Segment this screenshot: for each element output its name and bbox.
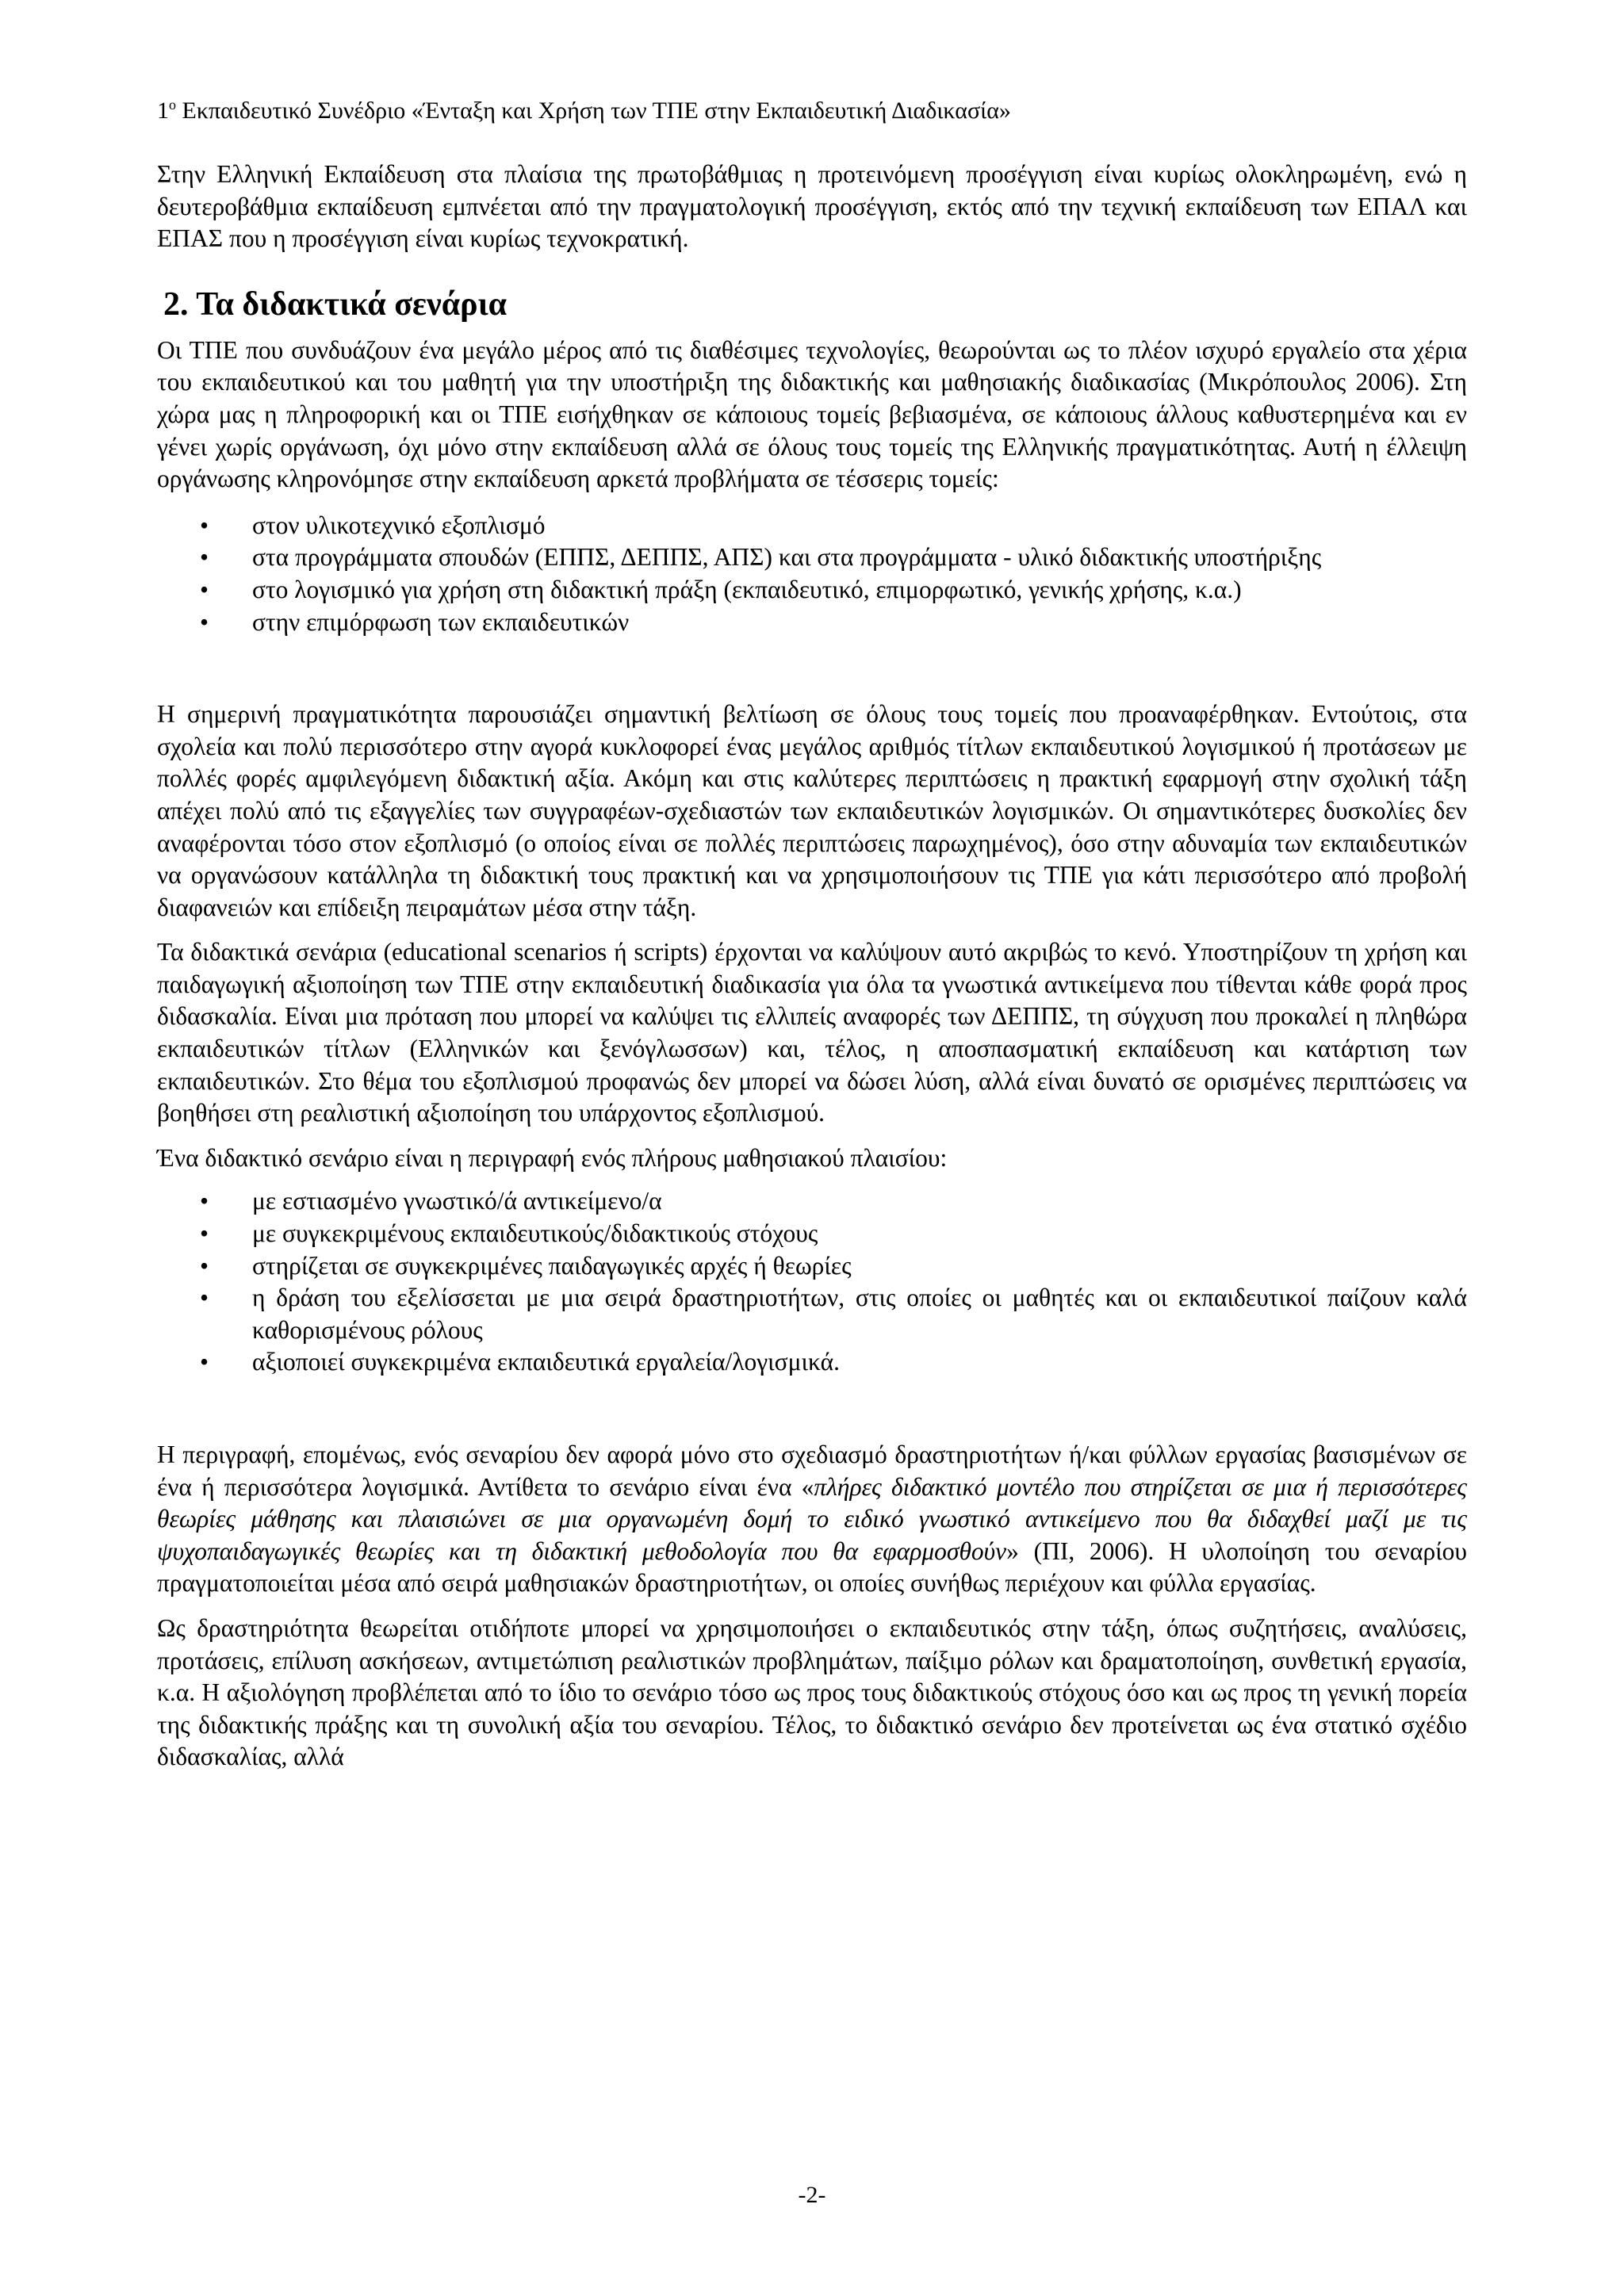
header-ordinal: ο <box>169 97 176 113</box>
bullet-icon: • <box>200 511 209 539</box>
bullet-icon: • <box>200 575 209 603</box>
list-item: • στο λογισμικό για χρήση στη διδακτική πράξη (εκπαιδευτικό, επιμορφωτικό, γενικής χρήσης, κ.α.) <box>157 574 1467 607</box>
list-item: • αξιοποιεί συγκεκριμένα εκπαιδευτικά εργαλεία/λογισμικά. <box>157 1346 1467 1379</box>
main-content <box>157 159 1467 1774</box>
paragraph-3: Τα διδακτικά σενάρια (educational scenarios ή scripts) έρχονται να καλύψουν αυτό ακριβώς το κενό. Υποστηρίζουν τη χρήση και παιδαγωγική αξιοποίηση των ΤΠΕ στην εκπαιδευτική διαδικασία για όλα τα γνωστικά αντικείμενα που τίθενται κάθε φορά προς διδασκαλία. Είναι μια πρόταση που μπορεί να καλύψει τις ελλιπείς αναφορές των ΔΕΠΠΣ, τη σύγχυση που προκαλεί η πληθώρα εκπαιδευτικών τίτλων (Ελληνικών και ξενόγλωσσων) και, τέλος, η αποσπασματική εκπαίδευση και κατάρτιση των εκπαιδευτικών. Στο θέμα του εξοπλισμού προφανώς δεν μπορεί να δώσει λύση, αλλά είναι δυνατό σε ορισμένες περιπτώσεις να βοηθήσει στη ρεαλιστική αξιοποίηση του υπάρχοντος εξοπλισμού. <box>157 938 1467 1127</box>
page-number: -2- <box>798 2182 826 2208</box>
list-item: • η δράση του εξελίσσεται με μια σειρά δραστηριοτήτων, στις οποίες οι μαθητές και οι εκπαιδευτικοί παίζουν καλά καθορισμένους ρόλους <box>200 1284 1467 1344</box>
list-item: • στον υλικοτεχνικό εξοπλισμό <box>157 510 1467 542</box>
paragraph-4: Ένα διδακτικό σενάριο είναι η περιγραφή ενός πλήρους μαθησιακού πλαισίου: <box>157 1143 948 1172</box>
list-item: • στα προγράμματα σπουδών (ΕΠΠΣ, ΔΕΠΠΣ, ΑΠΣ) και στα προγράμματα - υλικό διδακτικής υποστήριξης <box>157 541 1467 574</box>
bullet-icon: • <box>200 607 209 636</box>
bullet-icon: • <box>200 1187 209 1215</box>
scenario-features-list <box>157 1185 1467 1379</box>
paragraph-1: Οι ΤΠΕ που συνδυάζουν ένα μεγάλο μέρος από τις διαθέσιμες τεχνολογίες, θεωρούνται ως το πλέον ισχυρό εργαλείο στα χέρια του εκπαιδευτικού και του μαθητή για την υποστήριξη της διδακτικής και μαθησιακής διαδικασίας (Μικρόπουλος 2006). Στη χώρα μας η πληροφορική και οι ΤΠΕ εισήχθηκαν σε κάποιους τομείς βεβιασμένα, σε κάποιους άλλους καθυστερημένα και εν γένει χωρίς οργάνωση, όχι μόνο στην εκπαίδευση αλλά σε όλους τους τομείς της Ελληνικής πραγματικότητας. Αυτή η έλλειψη οργάνωσης κληρονόμησε στην εκπαίδευση αρκετά προβλήματα σε τέσσερις τομείς: <box>157 335 1467 493</box>
list-item: • στην επιμόρφωση των εκπαιδευτικών <box>157 607 1467 639</box>
bullet-icon: • <box>200 1219 209 1248</box>
bullet-icon: • <box>200 1284 209 1312</box>
header-number: 1 <box>157 98 169 124</box>
paragraph-6: Ως δραστηριότητα θεωρείται οτιδήποτε μπορεί να χρησιμοποιήσει ο εκπαιδευτικός στην τάξη, όπως συζητήσεις, αναλύσεις, προτάσεις, επίλυση ασκήσεων, αντιμετώπιση ρεαλιστικών προβλημάτων, παίξιμο ρόλων και δραματοποίηση, συνθετική εργασία, κ.α. Η αξιολόγηση προβλέπεται από το ίδιο το σενάριο τόσο ως προς τους διδακτικούς στόχους όσο και ως προς τη γενική πορεία της διδακτικής πράξης και τη συνολική αξία του σεναρίου. Τέλος, το διδακτικό σενάριο δεν προτείνεται ως ένα στατικό σχέδιο διδασκαλίας, αλλά <box>157 1613 1467 1771</box>
scenario-definition-quote: πλήρες διδακτικό μοντέλο που στηρίζεται σε μια ή περισσότερες θεωρίες μάθησης και πλαισιώνει σε μια οργανωμένη δομή το ειδικό γνωστικό αντικείμενο που θα διδαχθεί μαζί με τις ψυχοπαιδαγωγικές θεωρίες και τη διδακτική μεθοδολογία που θα εφαρμοσθούν <box>157 1472 1467 1565</box>
section-title: 2. Τα διδακτικά σενάρια <box>163 285 508 323</box>
header-title: Εκπαιδευτικό Συνέδριο «Ένταξη και Χρήση των ΤΠΕ στην Εκπαιδευτική Διαδικασία» <box>176 98 1011 124</box>
paragraph-2: Η σημερινή πραγματικότητα παρουσιάζει σημαντική βελτίωση σε όλους τους τομείς που προαναφέρθηκαν. Εντούτοις, στα σχολεία και πολύ περισσότερο στην αγορά κυκλοφορεί ένας μεγάλος αριθμός τίτλων εκπαιδευτικού λογισμικού ή προτάσεων με πολλές φορές αμφιλεγόμενη διδακτική αξία. Ακόμη και στις καλύτερες περιπτώσεις η πρακτική εφαρμογή στην σχολική τάξη απέχει πολύ από τις εξαγγελίες των συγγραφέων-σχεδιαστών των εκπαιδευτικών λογισμικών. Οι σημαντικότερες δυσκολίες δεν αναφέρονται τόσο στον εξοπλισμό (ο οποίος είναι σε πολλές περιπτώσεις παρωχημένος), όσο στην αδυναμία των εκπαιδευτικών να οργανώσουν κατάλληλα τη διδακτική τους πρακτική και να χρησιμοποιήσουν τις ΤΠΕ για κάτι περισσότερο από προβολή διαφανειών και επίδειξη πειραμάτων μέσα στην τάξη. <box>157 700 1467 921</box>
list-item: • με εστιασμένο γνωστικό/ά αντικείμενο/α <box>157 1185 1467 1218</box>
intro-paragraph: Στην Ελληνική Εκπαίδευση στα πλαίσια της πρωτοβάθμιας η προτεινόμενη προσέγγιση είναι κυρίως ολοκληρωμένη, ενώ η δευτεροβάθμια εκπαίδευση εμπνέεται από την πραγματολογική προσέγγιση, εκτός από την τεχνική εκπαίδευση των ΕΠΑΛ και ΕΠΑΣ που η προσέγγιση είναι κυρίως τεχνοκρατική. <box>157 160 1467 253</box>
bullet-icon: • <box>200 1348 209 1376</box>
list-item: • στηρίζεται σε συγκεκριμένες παιδαγωγικές αρχές ή θεωρίες <box>157 1250 1467 1283</box>
paragraph-5: Η περιγραφή, επομένως, ενός σεναρίου δεν αφορά μόνο στο σχεδιασμό δραστηριοτήτων ή/και φύλλων εργασίας βασισμένων σε ένα ή περισσότερα λογισμικά. Αντίθετα το σενάριο είναι ένα «πλήρες διδακτικό μοντέλο που στηρίζεται σε μια ή περισσότερες θεωρίες μάθησης και πλαισιώνει σε μια οργανωμένη δομή το ειδικό γνωστικό αντικείμενο που θα διδαχθεί μαζί με τις ψυχοπαιδαγωγικές θεωρίες και τη διδακτική μεθοδολογία που θα εφαρμοσθούν» (ΠΙ, 2006). Η υλοποίηση του σεναρίου πραγματοποιείται μέσα από σειρά μαθησιακών δραστηριοτήτων, οι οποίες συνήθως περιέχουν και φύλλα εργασίας. <box>157 1441 1468 1598</box>
bullet-icon: • <box>200 1251 209 1280</box>
bullet-icon: • <box>200 543 209 572</box>
list-item: • με συγκεκριμένους εκπαιδευτικούς/διδακτικούς στόχους <box>157 1218 1467 1250</box>
problem-areas-list <box>157 510 1467 638</box>
running-header <box>157 95 1467 127</box>
